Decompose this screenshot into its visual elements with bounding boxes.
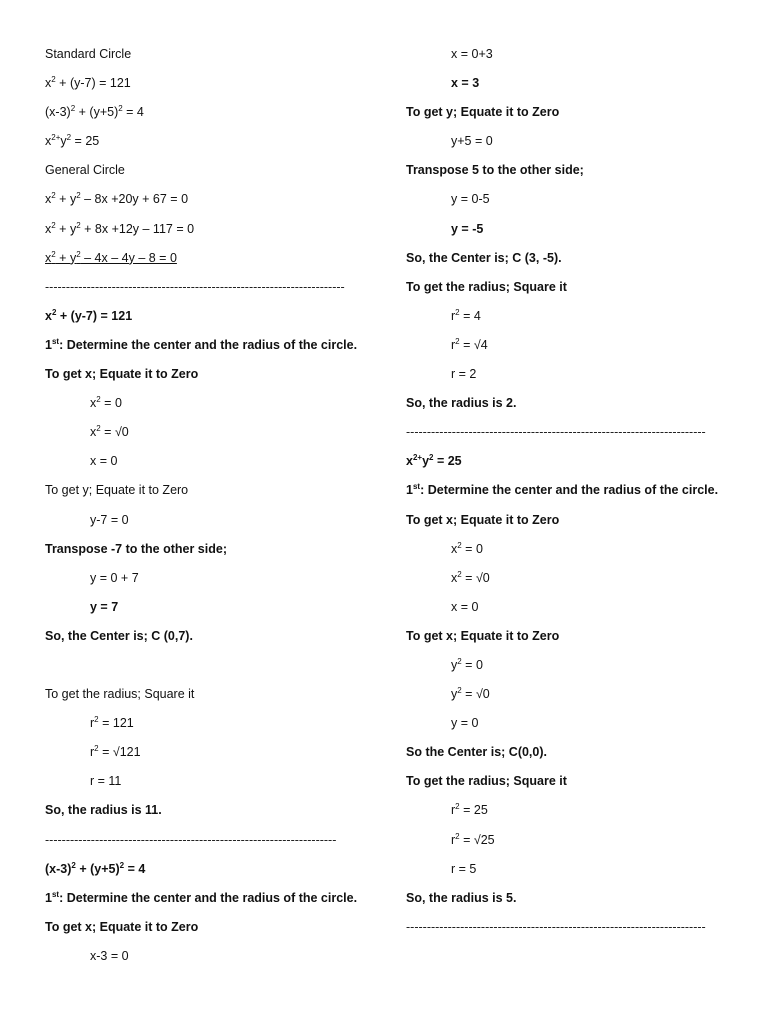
text-line: To get y; Equate it to Zero xyxy=(45,483,189,498)
text-line: x-3 = 0 xyxy=(90,948,129,963)
left-column xyxy=(45,43,385,974)
text-line: r = 5 xyxy=(451,861,477,876)
text-line: $r^2 = √4$ xyxy=(451,336,488,352)
text-line: $y^2 = √0$ xyxy=(451,685,490,702)
text-line: $x^2 = 0$ xyxy=(90,394,122,411)
text-line: To get the radius; Square it xyxy=(45,687,195,702)
text-line: $x^{2+}y^2 = 25$ xyxy=(45,133,100,149)
text-line: Standard Circle xyxy=(45,47,132,61)
text-line: General Circle xyxy=(45,163,125,178)
text-line: So, the radius is 11. xyxy=(45,803,162,818)
text-line: $r^2 = √121$ xyxy=(90,744,141,760)
section-divider: ------------------------------------------------------------------------ xyxy=(406,425,706,440)
text-line: y = -5 xyxy=(451,221,484,236)
text-line: $r^2 = √25$ xyxy=(451,831,495,847)
text-line: To get the radius; Square it xyxy=(406,774,567,789)
text-line: $x^2 + y^2 + 8x +12y - 117 = 0$ xyxy=(45,220,195,236)
right-column xyxy=(406,43,746,945)
text-line: r = 2 xyxy=(451,367,477,382)
text-line: To get x; Equate it to Zero xyxy=(45,919,199,934)
text-line: $x^2 + (y-7) = 121$ xyxy=(45,74,131,91)
text-line: $x^2 + y^2 - 8x +20y + 67 = 0$ xyxy=(45,191,189,207)
text-line: y+5 = 0 xyxy=(451,134,493,149)
text-line: $x^2 + y^2 - 4x - 4y - 8 = 0$ xyxy=(45,249,177,265)
text-line: To get the radius; Square it xyxy=(406,279,567,294)
text-line: $(x-3)^2 + (y+5)^2 = 4$ xyxy=(45,104,144,120)
text-line: $r^2 = 25$ xyxy=(451,802,488,818)
text-line: $x^2 + (y-7) = 121$ xyxy=(45,307,133,323)
text-line: So, the radius is 5. xyxy=(406,890,517,905)
text-line: $x^{2+}y^2 = 25$ xyxy=(406,453,462,469)
text-line: To get x; Equate it to Zero xyxy=(406,628,560,643)
blank-line xyxy=(45,654,385,683)
text-line: x = 0+3 xyxy=(451,47,493,61)
text-line: $(x-3)^2 + (y+5)^2 = 4$ xyxy=(45,860,146,876)
text-line: r = 11 xyxy=(90,774,122,789)
text-line: Transpose -7 to the other side; xyxy=(45,541,227,556)
text-line: So, the Center is; C (0,7). xyxy=(45,628,193,643)
text-line: $y^2 = 0$ xyxy=(451,656,483,672)
text-line: 1st: Determine the center and the radius of the circle. xyxy=(45,889,358,905)
text-line: So the Center is; C(0,0). xyxy=(406,745,547,760)
text-line: $x^2 = 0$ xyxy=(451,540,483,556)
text-line: To get y; Equate it to Zero xyxy=(406,105,560,120)
text-line: 1st: Determine the center and the radius of the circle. xyxy=(406,482,719,498)
text-line: $r^2 = 121$ xyxy=(90,715,134,731)
text-line: To get x; Equate it to Zero xyxy=(406,512,560,527)
section-divider: ---------------------------------------------------------------------- xyxy=(45,832,337,847)
text-line: y-7 = 0 xyxy=(90,512,129,527)
text-line: $r^2 = 4$ xyxy=(451,307,481,323)
section-divider: ------------------------------------------------------------------------ xyxy=(45,279,345,294)
text-line: y = 0-5 xyxy=(451,192,490,207)
text-line: To get x; Equate it to Zero xyxy=(45,367,199,382)
text-line: y = 0 + 7 xyxy=(90,570,139,585)
text-line: Transpose 5 to the other side; xyxy=(406,163,584,178)
text-line: x = 0 xyxy=(451,599,479,614)
section-divider: ------------------------------------------------------------------------ xyxy=(406,919,706,934)
text-line: y = 0 xyxy=(451,716,479,731)
text-line: x = 0 xyxy=(90,454,118,469)
text-line: $x^2 = √0$ xyxy=(451,569,490,585)
text-line: y = 7 xyxy=(90,599,119,614)
text-line: x = 3 xyxy=(451,76,480,91)
text-line: So, the Center is; C (3, -5). xyxy=(406,250,562,265)
text-line: $x^2 = √0$ xyxy=(90,424,129,440)
text-line: 1st: Determine the center and the radius of the circle. xyxy=(45,336,358,352)
text-line: So, the radius is 2. xyxy=(406,396,517,411)
